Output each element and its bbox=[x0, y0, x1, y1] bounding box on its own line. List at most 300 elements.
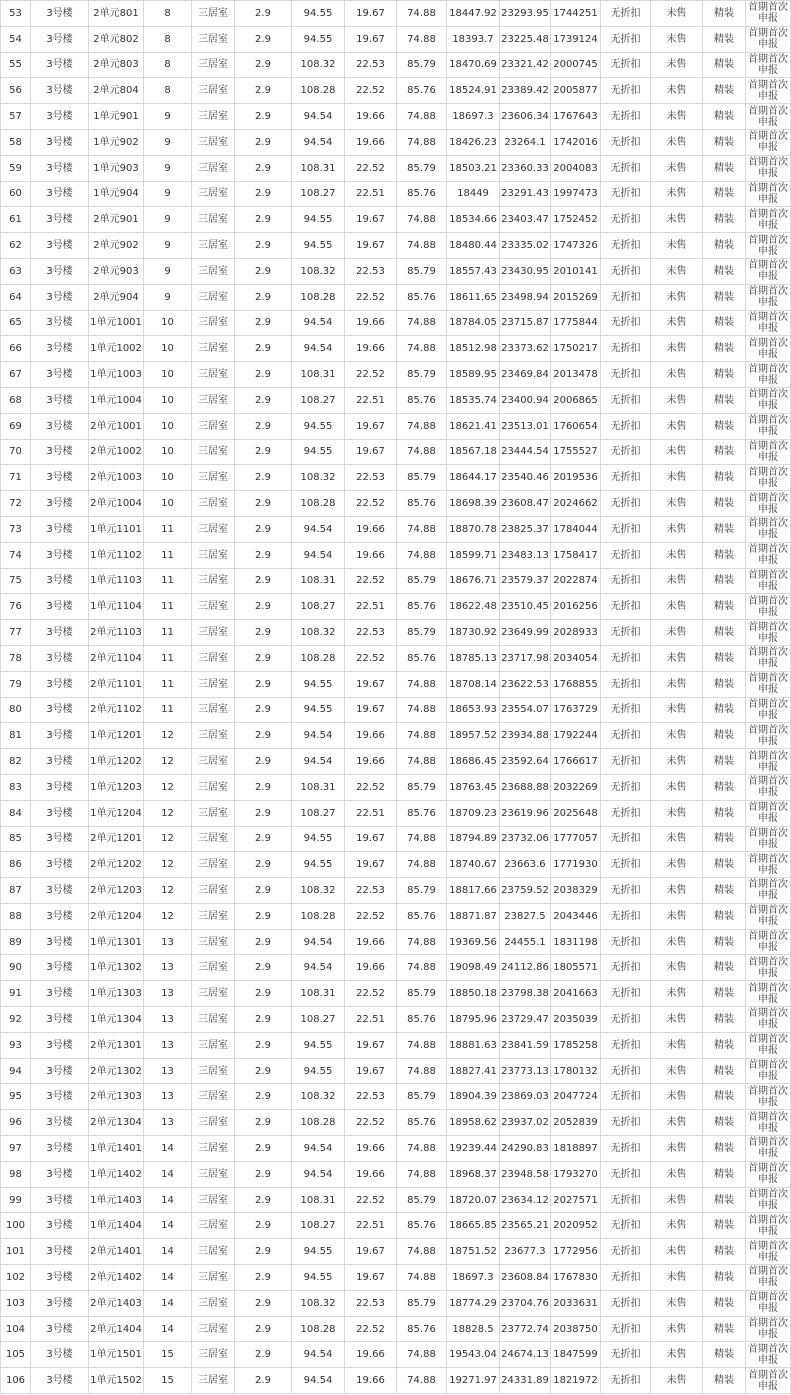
layout-cell: 三居室 bbox=[192, 723, 235, 749]
decoration-cell: 精装 bbox=[703, 542, 746, 568]
inner-area-cell: 74.88 bbox=[397, 310, 447, 336]
gross-area-cell: 94.55 bbox=[292, 1239, 345, 1265]
discount-cell: 无折扣 bbox=[601, 104, 651, 130]
sale-status-cell: 未售 bbox=[651, 1136, 703, 1162]
row-index-cell: 85 bbox=[1, 826, 31, 852]
inner-area-cell: 74.88 bbox=[397, 207, 447, 233]
building-cell: 3号楼 bbox=[31, 1187, 89, 1213]
building-cell: 3号楼 bbox=[31, 620, 89, 646]
declaration-batch-cell: 首期首次申报 bbox=[746, 1187, 791, 1213]
table-row bbox=[1, 981, 791, 1007]
layout-cell: 三居室 bbox=[192, 903, 235, 929]
row-index-cell: 79 bbox=[1, 671, 31, 697]
total-price-cell: 2052839 bbox=[551, 1110, 601, 1136]
total-price-cell: 2019536 bbox=[551, 465, 601, 491]
discount-cell: 无折扣 bbox=[601, 284, 651, 310]
shared-area-cell: 19.66 bbox=[345, 516, 397, 542]
decoration-cell: 精装 bbox=[703, 1213, 746, 1239]
gross-unit-price-cell: 18709.23 bbox=[447, 800, 500, 826]
discount-cell: 无折扣 bbox=[601, 929, 651, 955]
discount-cell: 无折扣 bbox=[601, 542, 651, 568]
total-price-cell: 1750217 bbox=[551, 336, 601, 362]
floor-cell: 10 bbox=[144, 362, 192, 388]
floor-height-cell: 2.9 bbox=[235, 310, 292, 336]
unit-room-cell: 2单元1103 bbox=[89, 620, 144, 646]
shared-area-cell: 19.66 bbox=[345, 1161, 397, 1187]
floor-cell: 14 bbox=[144, 1213, 192, 1239]
declaration-batch-cell: 首期首次申报 bbox=[746, 671, 791, 697]
inner-area-cell: 85.76 bbox=[397, 1110, 447, 1136]
sale-status-cell: 未售 bbox=[651, 697, 703, 723]
floor-height-cell: 2.9 bbox=[235, 1316, 292, 1342]
declaration-batch-cell: 首期首次申报 bbox=[746, 439, 791, 465]
declaration-batch-cell: 首期首次申报 bbox=[746, 181, 791, 207]
total-price-cell: 2013478 bbox=[551, 362, 601, 388]
building-cell: 3号楼 bbox=[31, 362, 89, 388]
gross-area-cell: 94.54 bbox=[292, 1368, 345, 1394]
table-row bbox=[1, 181, 791, 207]
inner-area-cell: 74.88 bbox=[397, 336, 447, 362]
floor-height-cell: 2.9 bbox=[235, 542, 292, 568]
floor-height-cell: 2.9 bbox=[235, 1265, 292, 1291]
building-cell: 3号楼 bbox=[31, 723, 89, 749]
row-index-cell: 93 bbox=[1, 1032, 31, 1058]
decoration-cell: 精装 bbox=[703, 568, 746, 594]
layout-cell: 三居室 bbox=[192, 1032, 235, 1058]
unit-room-cell: 2单元1101 bbox=[89, 671, 144, 697]
floor-cell: 12 bbox=[144, 826, 192, 852]
row-index-cell: 58 bbox=[1, 129, 31, 155]
declaration-batch-cell: 首期首次申报 bbox=[746, 1316, 791, 1342]
building-cell: 3号楼 bbox=[31, 284, 89, 310]
sale-status-cell: 未售 bbox=[651, 1007, 703, 1033]
decoration-cell: 精装 bbox=[703, 723, 746, 749]
inner-unit-price-cell: 23827.5 bbox=[500, 903, 551, 929]
row-index-cell: 90 bbox=[1, 955, 31, 981]
gross-unit-price-cell: 18784.05 bbox=[447, 310, 500, 336]
declaration-batch-cell: 首期首次申报 bbox=[746, 1032, 791, 1058]
sale-status-cell: 未售 bbox=[651, 516, 703, 542]
table-row bbox=[1, 336, 791, 362]
layout-cell: 三居室 bbox=[192, 749, 235, 775]
row-index-cell: 91 bbox=[1, 981, 31, 1007]
total-price-cell: 2027571 bbox=[551, 1187, 601, 1213]
gross-unit-price-cell: 18676.71 bbox=[447, 568, 500, 594]
discount-cell: 无折扣 bbox=[601, 439, 651, 465]
floor-height-cell: 2.9 bbox=[235, 284, 292, 310]
gross-area-cell: 108.31 bbox=[292, 362, 345, 388]
declaration-batch-cell: 首期首次申报 bbox=[746, 620, 791, 646]
discount-cell: 无折扣 bbox=[601, 516, 651, 542]
discount-cell: 无折扣 bbox=[601, 1136, 651, 1162]
gross-area-cell: 108.32 bbox=[292, 52, 345, 78]
shared-area-cell: 22.52 bbox=[345, 284, 397, 310]
floor-height-cell: 2.9 bbox=[235, 1110, 292, 1136]
gross-unit-price-cell: 18621.41 bbox=[447, 413, 500, 439]
shared-area-cell: 22.51 bbox=[345, 1007, 397, 1033]
table-row bbox=[1, 1007, 791, 1033]
gross-unit-price-cell: 18774.29 bbox=[447, 1290, 500, 1316]
floor-height-cell: 2.9 bbox=[235, 878, 292, 904]
shared-area-cell: 22.52 bbox=[345, 78, 397, 104]
sale-status-cell: 未售 bbox=[651, 1, 703, 27]
row-index-cell: 59 bbox=[1, 155, 31, 181]
floor-height-cell: 2.9 bbox=[235, 258, 292, 284]
declaration-batch-cell: 首期首次申报 bbox=[746, 1342, 791, 1368]
shared-area-cell: 19.67 bbox=[345, 1032, 397, 1058]
building-cell: 3号楼 bbox=[31, 1136, 89, 1162]
discount-cell: 无折扣 bbox=[601, 362, 651, 388]
total-price-cell: 2000745 bbox=[551, 52, 601, 78]
building-cell: 3号楼 bbox=[31, 903, 89, 929]
total-price-cell: 2032269 bbox=[551, 774, 601, 800]
building-cell: 3号楼 bbox=[31, 465, 89, 491]
inner-unit-price-cell: 23688.88 bbox=[500, 774, 551, 800]
total-price-cell: 2010141 bbox=[551, 258, 601, 284]
total-price-cell: 1768855 bbox=[551, 671, 601, 697]
discount-cell: 无折扣 bbox=[601, 723, 651, 749]
shared-area-cell: 22.52 bbox=[345, 1187, 397, 1213]
declaration-batch-cell: 首期首次申报 bbox=[746, 233, 791, 259]
gross-unit-price-cell: 18686.45 bbox=[447, 749, 500, 775]
decoration-cell: 精装 bbox=[703, 491, 746, 517]
shared-area-cell: 19.66 bbox=[345, 129, 397, 155]
floor-cell: 14 bbox=[144, 1265, 192, 1291]
unit-room-cell: 1单元1502 bbox=[89, 1368, 144, 1394]
gross-area-cell: 108.27 bbox=[292, 387, 345, 413]
row-index-cell: 70 bbox=[1, 439, 31, 465]
row-index-cell: 82 bbox=[1, 749, 31, 775]
total-price-cell: 2035039 bbox=[551, 1007, 601, 1033]
unit-room-cell: 1单元1204 bbox=[89, 800, 144, 826]
sale-status-cell: 未售 bbox=[651, 723, 703, 749]
sale-status-cell: 未售 bbox=[651, 852, 703, 878]
shared-area-cell: 19.67 bbox=[345, 26, 397, 52]
unit-room-cell: 1单元1202 bbox=[89, 749, 144, 775]
floor-cell: 11 bbox=[144, 697, 192, 723]
table-row bbox=[1, 1058, 791, 1084]
declaration-batch-cell: 首期首次申报 bbox=[746, 516, 791, 542]
layout-cell: 三居室 bbox=[192, 671, 235, 697]
inner-unit-price-cell: 23335.02 bbox=[500, 233, 551, 259]
sale-status-cell: 未售 bbox=[651, 1239, 703, 1265]
building-cell: 3号楼 bbox=[31, 413, 89, 439]
building-cell: 3号楼 bbox=[31, 1161, 89, 1187]
floor-height-cell: 2.9 bbox=[235, 955, 292, 981]
table-row bbox=[1, 1187, 791, 1213]
floor-height-cell: 2.9 bbox=[235, 671, 292, 697]
layout-cell: 三居室 bbox=[192, 955, 235, 981]
building-cell: 3号楼 bbox=[31, 233, 89, 259]
floor-height-cell: 2.9 bbox=[235, 129, 292, 155]
unit-room-cell: 2单元1402 bbox=[89, 1265, 144, 1291]
unit-room-cell: 2单元1203 bbox=[89, 878, 144, 904]
gross-unit-price-cell: 18697.3 bbox=[447, 1265, 500, 1291]
shared-area-cell: 22.53 bbox=[345, 465, 397, 491]
row-index-cell: 92 bbox=[1, 1007, 31, 1033]
sale-status-cell: 未售 bbox=[651, 413, 703, 439]
gross-area-cell: 108.32 bbox=[292, 1290, 345, 1316]
table-row bbox=[1, 1110, 791, 1136]
unit-room-cell: 1单元902 bbox=[89, 129, 144, 155]
inner-area-cell: 74.88 bbox=[397, 104, 447, 130]
gross-area-cell: 108.27 bbox=[292, 594, 345, 620]
inner-area-cell: 85.76 bbox=[397, 800, 447, 826]
gross-area-cell: 108.28 bbox=[292, 1316, 345, 1342]
gross-unit-price-cell: 18393.7 bbox=[447, 26, 500, 52]
total-price-cell: 1755527 bbox=[551, 439, 601, 465]
sale-status-cell: 未售 bbox=[651, 26, 703, 52]
shared-area-cell: 22.53 bbox=[345, 258, 397, 284]
discount-cell: 无折扣 bbox=[601, 955, 651, 981]
decoration-cell: 精装 bbox=[703, 620, 746, 646]
gross-area-cell: 108.31 bbox=[292, 568, 345, 594]
total-price-cell: 1775844 bbox=[551, 310, 601, 336]
inner-unit-price-cell: 23773.13 bbox=[500, 1058, 551, 1084]
building-cell: 3号楼 bbox=[31, 310, 89, 336]
row-index-cell: 83 bbox=[1, 774, 31, 800]
row-index-cell: 95 bbox=[1, 1084, 31, 1110]
row-index-cell: 54 bbox=[1, 26, 31, 52]
declaration-batch-cell: 首期首次申报 bbox=[746, 955, 791, 981]
floor-cell: 11 bbox=[144, 594, 192, 620]
floor-cell: 10 bbox=[144, 387, 192, 413]
total-price-cell: 1805571 bbox=[551, 955, 601, 981]
decoration-cell: 精装 bbox=[703, 749, 746, 775]
sale-status-cell: 未售 bbox=[651, 903, 703, 929]
table-row bbox=[1, 852, 791, 878]
gross-area-cell: 108.27 bbox=[292, 1213, 345, 1239]
sale-status-cell: 未售 bbox=[651, 439, 703, 465]
total-price-cell: 1758417 bbox=[551, 542, 601, 568]
inner-area-cell: 85.79 bbox=[397, 620, 447, 646]
decoration-cell: 精装 bbox=[703, 774, 746, 800]
floor-height-cell: 2.9 bbox=[235, 1058, 292, 1084]
floor-height-cell: 2.9 bbox=[235, 1, 292, 27]
shared-area-cell: 22.53 bbox=[345, 620, 397, 646]
unit-room-cell: 1单元1103 bbox=[89, 568, 144, 594]
unit-room-cell: 2单元804 bbox=[89, 78, 144, 104]
row-index-cell: 53 bbox=[1, 1, 31, 27]
floor-cell: 14 bbox=[144, 1316, 192, 1342]
layout-cell: 三居室 bbox=[192, 258, 235, 284]
shared-area-cell: 19.67 bbox=[345, 1239, 397, 1265]
floor-height-cell: 2.9 bbox=[235, 1007, 292, 1033]
shared-area-cell: 19.67 bbox=[345, 233, 397, 259]
gross-area-cell: 94.55 bbox=[292, 207, 345, 233]
discount-cell: 无折扣 bbox=[601, 465, 651, 491]
floor-height-cell: 2.9 bbox=[235, 516, 292, 542]
gross-area-cell: 94.54 bbox=[292, 1136, 345, 1162]
shared-area-cell: 19.66 bbox=[345, 955, 397, 981]
total-price-cell: 1747326 bbox=[551, 233, 601, 259]
total-price-cell: 2041663 bbox=[551, 981, 601, 1007]
decoration-cell: 精装 bbox=[703, 645, 746, 671]
layout-cell: 三居室 bbox=[192, 697, 235, 723]
inner-unit-price-cell: 23704.76 bbox=[500, 1290, 551, 1316]
inner-area-cell: 74.88 bbox=[397, 697, 447, 723]
sale-status-cell: 未售 bbox=[651, 955, 703, 981]
gross-unit-price-cell: 18751.52 bbox=[447, 1239, 500, 1265]
gross-unit-price-cell: 18720.07 bbox=[447, 1187, 500, 1213]
gross-unit-price-cell: 18697.3 bbox=[447, 104, 500, 130]
discount-cell: 无折扣 bbox=[601, 52, 651, 78]
gross-unit-price-cell: 18794.89 bbox=[447, 826, 500, 852]
sale-status-cell: 未售 bbox=[651, 387, 703, 413]
gross-unit-price-cell: 18557.43 bbox=[447, 258, 500, 284]
unit-room-cell: 1单元1401 bbox=[89, 1136, 144, 1162]
total-price-cell: 1760654 bbox=[551, 413, 601, 439]
floor-height-cell: 2.9 bbox=[235, 903, 292, 929]
decoration-cell: 精装 bbox=[703, 129, 746, 155]
unit-room-cell: 2单元1201 bbox=[89, 826, 144, 852]
floor-cell: 14 bbox=[144, 1136, 192, 1162]
table-row bbox=[1, 258, 791, 284]
unit-room-cell: 2单元802 bbox=[89, 26, 144, 52]
inner-area-cell: 85.79 bbox=[397, 362, 447, 388]
gross-area-cell: 108.27 bbox=[292, 1007, 345, 1033]
table-row bbox=[1, 1, 791, 27]
row-index-cell: 101 bbox=[1, 1239, 31, 1265]
total-price-cell: 2020952 bbox=[551, 1213, 601, 1239]
discount-cell: 无折扣 bbox=[601, 568, 651, 594]
total-price-cell: 2015269 bbox=[551, 284, 601, 310]
gross-area-cell: 108.27 bbox=[292, 800, 345, 826]
declaration-batch-cell: 首期首次申报 bbox=[746, 52, 791, 78]
gross-unit-price-cell: 18449 bbox=[447, 181, 500, 207]
inner-unit-price-cell: 23498.94 bbox=[500, 284, 551, 310]
sale-status-cell: 未售 bbox=[651, 491, 703, 517]
unit-room-cell: 1单元904 bbox=[89, 181, 144, 207]
sale-status-cell: 未售 bbox=[651, 1316, 703, 1342]
sale-status-cell: 未售 bbox=[651, 1187, 703, 1213]
floor-cell: 13 bbox=[144, 955, 192, 981]
total-price-cell: 1831198 bbox=[551, 929, 601, 955]
unit-room-cell: 2单元903 bbox=[89, 258, 144, 284]
layout-cell: 三居室 bbox=[192, 336, 235, 362]
inner-unit-price-cell: 23321.42 bbox=[500, 52, 551, 78]
sale-status-cell: 未售 bbox=[651, 542, 703, 568]
decoration-cell: 精装 bbox=[703, 78, 746, 104]
sale-status-cell: 未售 bbox=[651, 800, 703, 826]
unit-room-cell: 1单元1004 bbox=[89, 387, 144, 413]
discount-cell: 无折扣 bbox=[601, 413, 651, 439]
floor-height-cell: 2.9 bbox=[235, 181, 292, 207]
total-price-cell: 1777057 bbox=[551, 826, 601, 852]
gross-unit-price-cell: 18817.66 bbox=[447, 878, 500, 904]
row-index-cell: 102 bbox=[1, 1265, 31, 1291]
floor-cell: 10 bbox=[144, 439, 192, 465]
floor-cell: 8 bbox=[144, 1, 192, 27]
floor-cell: 12 bbox=[144, 852, 192, 878]
gross-unit-price-cell: 18589.95 bbox=[447, 362, 500, 388]
discount-cell: 无折扣 bbox=[601, 310, 651, 336]
table-row bbox=[1, 826, 791, 852]
declaration-batch-cell: 首期首次申报 bbox=[746, 826, 791, 852]
discount-cell: 无折扣 bbox=[601, 336, 651, 362]
floor-cell: 11 bbox=[144, 542, 192, 568]
unit-room-cell: 1单元1404 bbox=[89, 1213, 144, 1239]
unit-room-cell: 2单元1403 bbox=[89, 1290, 144, 1316]
total-price-cell: 2004083 bbox=[551, 155, 601, 181]
inner-unit-price-cell: 23264.1 bbox=[500, 129, 551, 155]
row-index-cell: 103 bbox=[1, 1290, 31, 1316]
inner-unit-price-cell: 23225.48 bbox=[500, 26, 551, 52]
shared-area-cell: 22.53 bbox=[345, 1084, 397, 1110]
unit-room-cell: 2单元1204 bbox=[89, 903, 144, 929]
floor-height-cell: 2.9 bbox=[235, 465, 292, 491]
inner-unit-price-cell: 23608.84 bbox=[500, 1265, 551, 1291]
gross-unit-price-cell: 18870.78 bbox=[447, 516, 500, 542]
decoration-cell: 精装 bbox=[703, 1161, 746, 1187]
inner-unit-price-cell: 23732.06 bbox=[500, 826, 551, 852]
decoration-cell: 精装 bbox=[703, 981, 746, 1007]
total-price-cell: 1767643 bbox=[551, 104, 601, 130]
inner-unit-price-cell: 23389.42 bbox=[500, 78, 551, 104]
table-row bbox=[1, 903, 791, 929]
layout-cell: 三居室 bbox=[192, 981, 235, 1007]
row-index-cell: 62 bbox=[1, 233, 31, 259]
gross-unit-price-cell: 18644.17 bbox=[447, 465, 500, 491]
inner-unit-price-cell: 23934.88 bbox=[500, 723, 551, 749]
discount-cell: 无折扣 bbox=[601, 155, 651, 181]
unit-room-cell: 1单元903 bbox=[89, 155, 144, 181]
sale-status-cell: 未售 bbox=[651, 1032, 703, 1058]
gross-unit-price-cell: 18622.48 bbox=[447, 594, 500, 620]
floor-height-cell: 2.9 bbox=[235, 78, 292, 104]
building-cell: 3号楼 bbox=[31, 826, 89, 852]
total-price-cell: 1742016 bbox=[551, 129, 601, 155]
unit-room-cell: 1单元1501 bbox=[89, 1342, 144, 1368]
sale-status-cell: 未售 bbox=[651, 645, 703, 671]
gross-unit-price-cell: 18524.91 bbox=[447, 78, 500, 104]
floor-cell: 13 bbox=[144, 1007, 192, 1033]
discount-cell: 无折扣 bbox=[601, 233, 651, 259]
building-cell: 3号楼 bbox=[31, 697, 89, 723]
building-cell: 3号楼 bbox=[31, 671, 89, 697]
gross-area-cell: 94.54 bbox=[292, 336, 345, 362]
inner-area-cell: 74.88 bbox=[397, 233, 447, 259]
gross-unit-price-cell: 18904.39 bbox=[447, 1084, 500, 1110]
building-cell: 3号楼 bbox=[31, 568, 89, 594]
inner-area-cell: 74.88 bbox=[397, 1161, 447, 1187]
layout-cell: 三居室 bbox=[192, 1187, 235, 1213]
decoration-cell: 精装 bbox=[703, 955, 746, 981]
gross-unit-price-cell: 18881.63 bbox=[447, 1032, 500, 1058]
discount-cell: 无折扣 bbox=[601, 774, 651, 800]
gross-area-cell: 94.55 bbox=[292, 1265, 345, 1291]
inner-unit-price-cell: 23360.33 bbox=[500, 155, 551, 181]
sale-status-cell: 未售 bbox=[651, 1368, 703, 1394]
sale-status-cell: 未售 bbox=[651, 336, 703, 362]
declaration-batch-cell: 首期首次申报 bbox=[746, 852, 791, 878]
gross-area-cell: 108.32 bbox=[292, 620, 345, 646]
layout-cell: 三居室 bbox=[192, 645, 235, 671]
total-price-cell: 2022874 bbox=[551, 568, 601, 594]
shared-area-cell: 22.52 bbox=[345, 362, 397, 388]
total-price-cell: 1739124 bbox=[551, 26, 601, 52]
inner-unit-price-cell: 24331.89 bbox=[500, 1368, 551, 1394]
floor-height-cell: 2.9 bbox=[235, 723, 292, 749]
inner-unit-price-cell: 23554.07 bbox=[500, 697, 551, 723]
floor-cell: 10 bbox=[144, 491, 192, 517]
unit-room-cell: 2单元801 bbox=[89, 1, 144, 27]
inner-area-cell: 74.88 bbox=[397, 852, 447, 878]
unit-room-cell: 2单元904 bbox=[89, 284, 144, 310]
sale-status-cell: 未售 bbox=[651, 929, 703, 955]
sale-status-cell: 未售 bbox=[651, 258, 703, 284]
inner-area-cell: 74.88 bbox=[397, 1239, 447, 1265]
